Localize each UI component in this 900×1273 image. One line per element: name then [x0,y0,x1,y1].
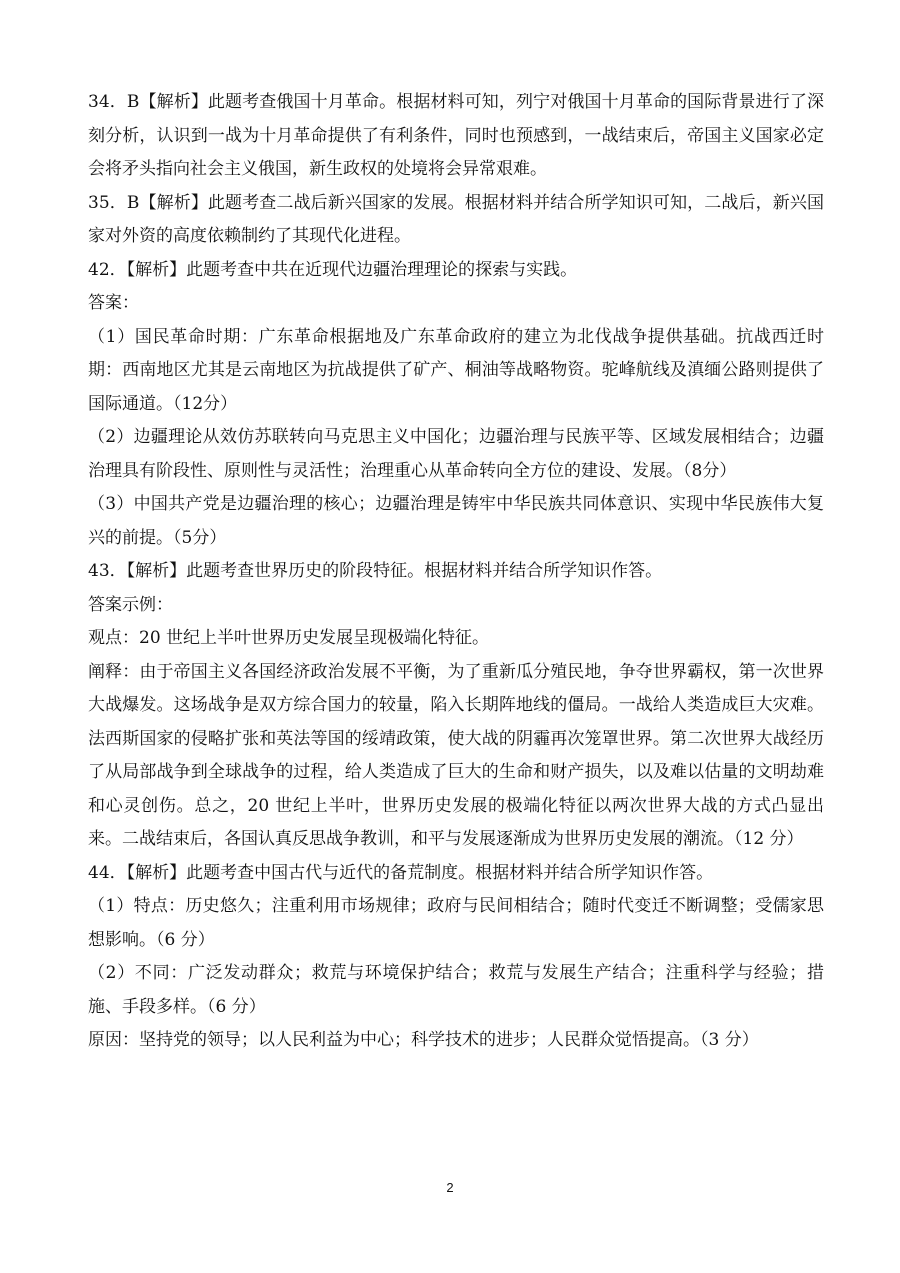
answer-43-explanation: 阐释：由于帝国主义各国经济政治发展不平衡，为了重新瓜分殖民地，争夺世界霸权，第一次世界大战爆发。这场战争是双方综合国力的较量，陷入长期阵地线的僵局。一战给人类造成巨大灾难。法西斯国家的侵略扩张和英法等国的绥靖政策，使大战的阴霾再次笼罩世界。第二次世界大战经历了从局部战争到全球战争的过程，给人类造成了巨大的生命和财产损失，以及难以估量的文明劫难和心灵创伤。总之，20 世纪上半叶，世界历史发展的极端化特征以两次世界大战的方式凸显出来。二战结束后，各国认真反思战争教训，和平与发展逐渐成为世界历史发展的潮流。（12 分） [88,661,824,849]
answer-44-part-2: （2）不同：广泛发动群众；救荒与环境保护结合；救荒与发展生产结合；注重科学与经验；措施、手段多样。（6 分） [88,963,824,1017]
answer-content [88,86,824,1058]
answer-34: 34．B【解析】此题考查俄国十月革命。根据材料可知，列宁对俄国十月革命的国际背景进行了深刻分析，认识到一战为十月革命提供了有利条件，同时也预感到，一战结束后，帝国主义国家必定会将矛头指向社会主义俄国，新生政权的处境将会异常艰难。 [88,92,824,179]
answer-44-part-1: （1）特点：历史悠久；注重利用市场规律；政府与民间相结合；随时代变迁不断调整；受儒家思想影响。（6 分） [88,896,824,950]
answer-43-analysis: 43．【解析】此题考查世界历史的阶段特征。根据材料并结合所学知识作答。 [88,561,663,581]
answer-42-part-1: （1）国民革命时期：广东革命根据地及广东革命政府的建立为北伐战争提供基础。抗战西迁时期：西南地区尤其是云南地区为抗战提供了矿产、桐油等战略物资。驼峰航线及滇缅公路则提供了国际通道。（12分） [88,326,824,414]
answer-42-label: 答案： [88,293,139,313]
answer-42-part-2: （2）边疆理论从效仿苏联转向马克思主义中国化；边疆治理与民族平等、区域发展相结合；边疆治理具有阶段性、原则性与灵活性；治理重心从革命转向全方位的建设、发展。（8分） [88,427,824,481]
page-number: 2 [446,1180,454,1195]
answer-35: 35．B【解析】此题考查二战后新兴国家的发展。根据材料并结合所学知识可知，二战后，新兴国家对外资的高度依赖制约了其现代化进程。 [88,192,824,246]
answer-43-viewpoint: 观点：20 世纪上半叶世界历史发展呈现极端化特征。 [88,628,490,648]
answer-42-part-3: （3）中国共产党是边疆治理的核心；边疆治理是铸牢中华民族共同体意识、实现中华民族伟大复兴的前提。（5分） [88,494,824,548]
answer-44-analysis: 44．【解析】此题考查中国古代与近代的备荒制度。根据材料并结合所学知识作答。 [88,862,714,883]
answer-43-label: 答案示例： [88,594,173,615]
answer-44-reasons: 原因：坚持党的领导；以人民利益为中心；科学技术的进步；人民群众觉悟提高。（3 分） [88,1030,759,1050]
answer-42-analysis: 42．【解析】此题考查中共在近现代边疆治理理论的探索与实践。 [88,259,578,280]
